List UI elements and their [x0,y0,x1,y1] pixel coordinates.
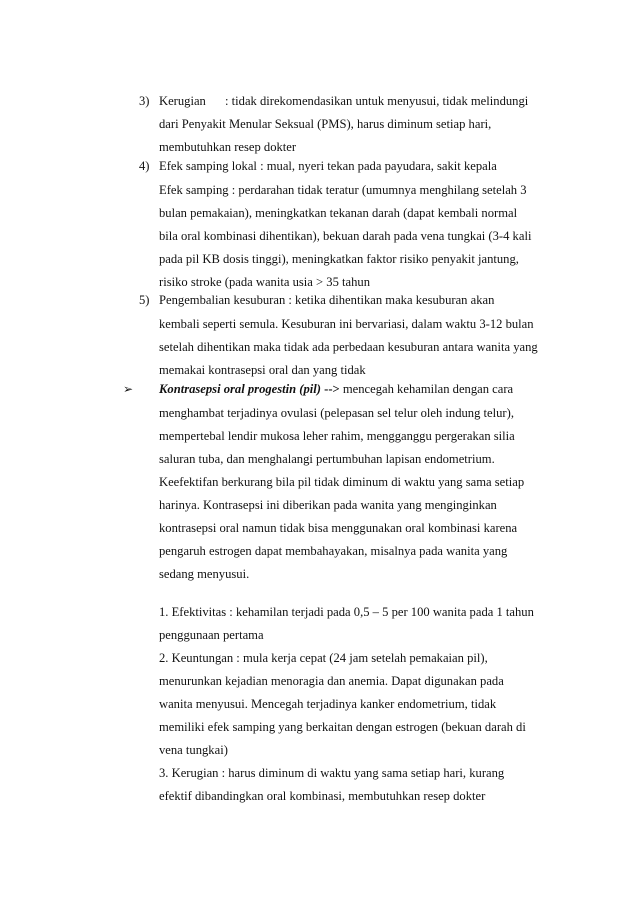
item3-text: : tidak direkomendasikan untuk menyusui, tidak melindungi [225,94,529,108]
item5-line: memakai kontrasepsi oral dan yang tidak [159,363,366,377]
sub-line: memiliki efek samping yang berkaitan dengan estrogen (bekuan darah di [159,720,526,734]
item5-line: setelah dihentikan maka tidak ada perbedaan kesuburan antara wanita yang [159,340,538,354]
bullet-line: sedang menyusui. [159,567,250,581]
bullet-line: saluran tuba, dan menghalangi pertumbuhan lapisan endometrium. [159,452,495,466]
item4-line: bila oral kombinasi dihentikan), bekuan darah pada vena tungkai (3-4 kali [159,229,532,243]
arrow-bullet-icon: ➢ [123,382,134,396]
bullet-line: harinya. Kontrasepsi ini diberikan pada wanita yang menginginkan [159,498,497,512]
sub-line: 3. Kerugian : harus diminum di waktu yang sama setiap hari, kurang [159,766,505,780]
bullet-line: menghambat terjadinya ovulasi (pelepasan sel telur oleh indung telur), [159,406,514,420]
sub-line: efektif dibandingkan oral kombinasi, membutuhkan resep dokter [159,789,486,803]
bullet-title: Kontrasepsi oral progestin (pil) [159,382,321,396]
bullet-line: pengaruh estrogen dapat membahayakan, misalnya pada wanita yang [159,544,508,558]
bullet-line: mempertebal lendir mukosa leher rahim, mengganggu pergerakan silia [159,429,515,443]
bullet-line: kontrasepsi oral namun tidak bisa menggunakan oral kombinasi karena [159,521,518,535]
bullet-line: Keefektifan berkurang bila pil tidak diminum di waktu yang sama setiap [159,475,525,489]
item3-line: dari Penyakit Menular Seksual (PMS), harus diminum setiap hari, [159,117,492,131]
sub-line: vena tungkai) [159,743,228,757]
sub-line: penggunaan pertama [159,628,264,642]
item3-number: 3) [139,94,150,108]
item4-line: Efek samping lokal : mual, nyeri tekan pada payudara, sakit kepala [159,159,497,173]
item4-line: Efek samping : perdarahan tidak teratur (umumnya menghilang setelah 3 [159,183,527,197]
item3-label: Kerugian [159,94,206,108]
sub-line: 2. Keuntungan : mula kerja cepat (24 jam setelah pemakaian pil), [159,651,488,665]
item4-line: risiko stroke (pada wanita usia > 35 tahun [159,275,371,289]
sub-line: 1. Efektivitas : kehamilan terjadi pada 0,5 – 5 per 100 wanita pada 1 tahun [159,605,534,619]
item4-number: 4) [139,159,150,173]
item4-line: bulan pemakaian), meningkatkan tekanan darah (dapat kembali normal [159,206,518,220]
bullet-first-line [159,381,513,397]
item5-line: kembali seperti semula. Kesuburan ini bervariasi, dalam waktu 3-12 bulan [159,317,534,331]
bullet-arrow: --> [321,382,340,396]
item4-line: pada pil KB dosis tinggi), meningkatkan faktor risiko penyakit jantung, [159,252,519,266]
item5-line: Pengembalian kesuburan : ketika dihentikan maka kesuburan akan [159,293,495,307]
sub-line: menurunkan kejadian menoragia dan anemia. Dapat digunakan pada [159,674,504,688]
bullet-first-rest: mencegah kehamilan dengan cara [339,382,514,396]
item5-number: 5) [139,293,150,307]
item3-line: membutuhkan resep dokter [159,140,297,154]
sub-line: wanita menyusui. Mencegah terjadinya kanker endometrium, tidak [159,697,497,711]
